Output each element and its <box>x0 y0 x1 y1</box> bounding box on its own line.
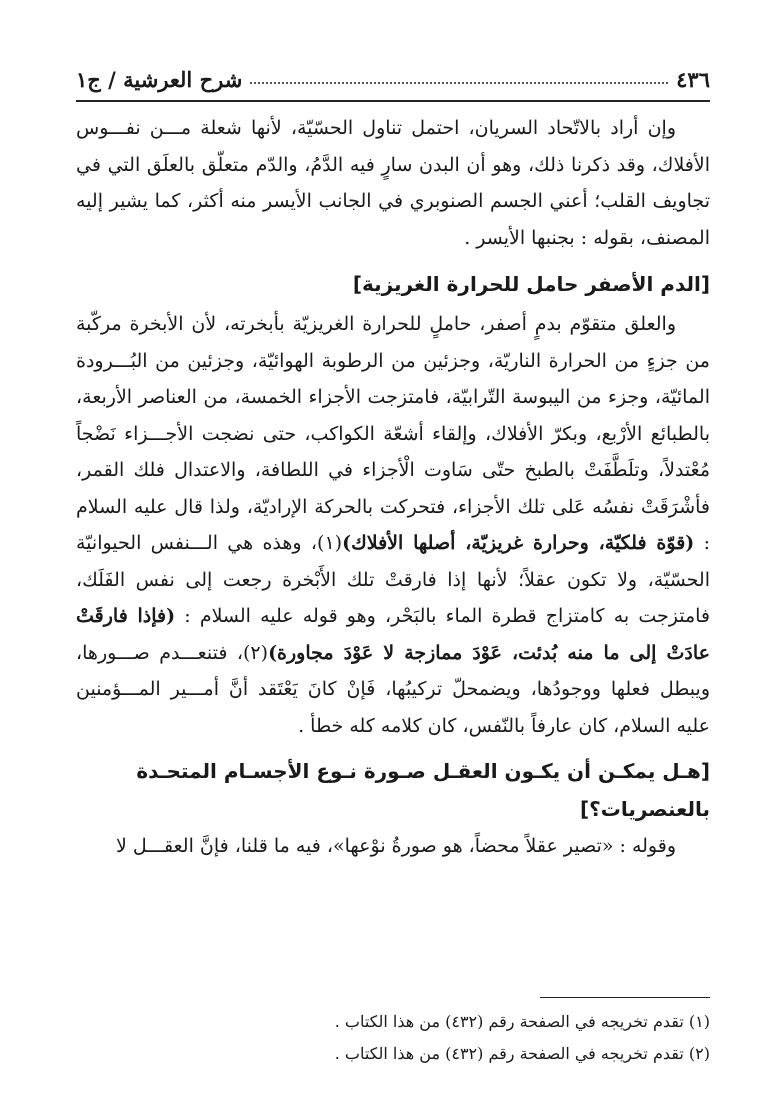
footnote-1: (١) تقدم تخريجه في الصفحة رقم (٤٣٢) من هذا الكتاب . <box>334 1012 710 1031</box>
section-heading-1: [الدم الأصفر حامل للحرارة الغريزية] <box>352 272 710 296</box>
footnotes <box>76 997 710 1070</box>
paragraph-2-part-b: (١)، وهذه هي الـــنفس الحيوانيّة الحسّيّة، ولا تكون عقلاً؛ لأنها إذا فارقتْ تلك الأَبْخرة رجعت إلى نفس الفَلَك، فامتزجت به كامتزاج قطرة الماء بالبَحْر، وهو قوله عليه السلام : <box>76 532 710 627</box>
paragraph-2 <box>76 306 710 744</box>
paragraph-2-part-a: والعلق متقوّم بدمٍ أصفر، حاملٍ للحرارة الغريزيّة بأبخرته، لأن الأبخرة مركّبة من جزءٍ من الحرارة الناريّة، وجزئين من الرطوبة الهوائيّة، وجزئين من البُـــرودة المائيّة، وجزء من اليبوسة التّرابيّة، فامتزجت الأجزاء الخمسة، من العناصر الأربعة، بالطبائع الأرْبع، وبكرّ الأفلاك، وإلقاء أشعّة الكواكب، حتى نضجت الأجـــزاء نَضْجاً مُعْتدلاً، وتلَطَّفَتْ بالطبخ حتّى سَاوت الْأجزاء في اللطافة، والاعتدال فلك القمر، فأشْرَقَتْ نفسُه عَلى تلك الأجزاء، فتحركت بالحركة الإراديّة، ولذا قال عليه السلام : <box>76 313 710 554</box>
running-title: شرح العرشية / ج١ <box>76 66 243 92</box>
book-page <box>76 62 710 1062</box>
footnote-2: (٢) تقدم تخريجه في الصفحة رقم (٤٣٢) من هذا الكتاب . <box>334 1044 710 1063</box>
page-header <box>76 62 710 96</box>
footnote-rule <box>540 997 710 998</box>
header-rule <box>76 100 710 102</box>
quote-2: (فإذا فارقَتْ عادَتْ إلى ما منه بُدئت، عَوْدَ ممازجة لا عَوْدَ مجاورة) <box>76 605 710 664</box>
paragraph-3: وقوله : «تصير عقلاً محضاً، هو صورةُ نوْعها»، فيه ما قلنا، فإنَّ العقـــل لا <box>116 835 676 857</box>
section-heading-2: [هـل يمكـن أن يكـون العقـل صـورة نـوع الأجسـام المتحـدة بالعنصريات؟] <box>136 759 710 821</box>
page-number: ٤٣٦ <box>676 66 710 92</box>
quote-1: (قوّة فلكيّة، وحرارة غريزيّة، أصلها الأفلاك) <box>342 532 695 554</box>
paragraph-1: وإن أراد بالاتّحاد السريان، احتمل تناول الحسّيّة، لأنها شعلة مـــن نفـــوس الأفلاك، وقد ذكرنا ذلك، وهو أن البدن سارٍ فيه الدَّمُ، والدّم متعلّق بالعلَق التي في تجاويف القلب؛ أعني الجسم الصنوبري في الجانب الأيسر منه أكثر، كما يشير إليه المصنف، بقوله : بجنبها الأيسر . <box>76 117 710 249</box>
header-dotted-leader <box>250 82 668 84</box>
paragraph-2-part-c: (٢)، فتنعـــدم صـــورها، ويبطل فعلها ووجودُها، ويضمحلّ تركيبُها، فَإنْ كانَ يَعْتَقد أنَّ أمـــير المـــؤمنين عليه السلام، كان عارفاً بالنّفس، كان كلامه كله خطأ . <box>76 641 710 737</box>
